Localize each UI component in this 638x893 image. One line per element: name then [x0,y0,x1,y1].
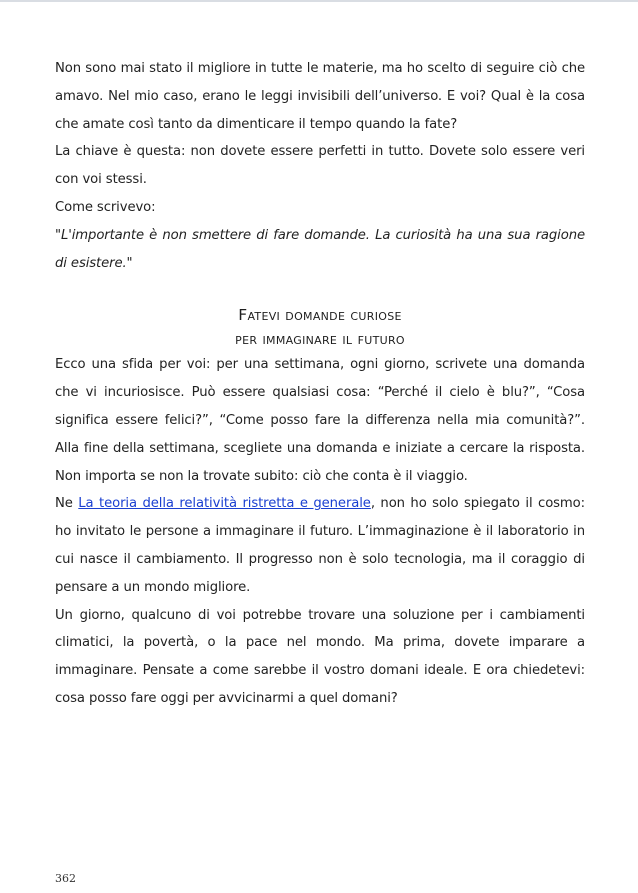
paragraph-imagine: Un giorno, qualcuno di voi potrebbe trovare una soluzione per i cambiamenti climatici, la povertà, o la pace nel mondo. Ma prima, dovete imparare a immaginare. Pensate a come sarebbe il vostro domani ideale. E ora chiedetevi: cosa posso fare oggi per avvicinarmi a quel domani? [55,607,585,706]
paragraph-relativity-prefix: Ne [55,496,79,512]
page-number: 362 [55,872,76,885]
paragraph-as-i-wrote: Come scrivevo: [55,199,156,215]
section-heading-line2: per immaginare il futuro [235,330,405,349]
paragraph-relativity-suffix: , non ho solo spiegato il cosmo: ho invitato le persone a immaginare il futuro. L’immaginazione è il laboratorio in cui nasce il cambiamento. Il progresso non è solo tecnologia, ma il coraggio di pensare a un mondo migliore. [55,496,585,595]
paragraph-challenge: Ecco una sfida per voi: per una settimana, ogni giorno, scrivete una domanda che vi incuriosisce. Può essere qualsiasi cosa: “Perché il cielo è blu?”, “Cosa significa essere felici?”, “Come posso fare la differenza nella mia comunità?”. Alla fine della settimana, scegliete una domanda e iniziate a cercare la risposta. Non importa se non la trovate subito: ciò che conta è il viaggio. [55,357,585,484]
page-body [55,55,585,713]
quote-curiosity: "L'importante è non smettere di fare domande. La curiosità ha una sua ragione di esistere." [55,227,585,271]
relativity-book-link[interactable]: La teoria della relatività ristretta e generale [78,496,371,512]
top-border [0,0,638,2]
paragraph-key: La chiave è questa: non dovete essere perfetti in tutto. Dovete solo essere veri con voi stessi. [55,144,585,188]
section-heading-line1: Fatevi domande curiose [238,306,402,325]
section-heading [55,303,585,351]
paragraph-passion: Non sono mai stato il migliore in tutte le materie, ma ho scelto di seguire ciò che amavo. Nel mio caso, erano le leggi invisibili dell’universo. E voi? Qual è la cosa che amate così tanto da dimenticare il tempo quando la fate? [55,61,585,132]
paragraph-relativity [55,490,585,601]
